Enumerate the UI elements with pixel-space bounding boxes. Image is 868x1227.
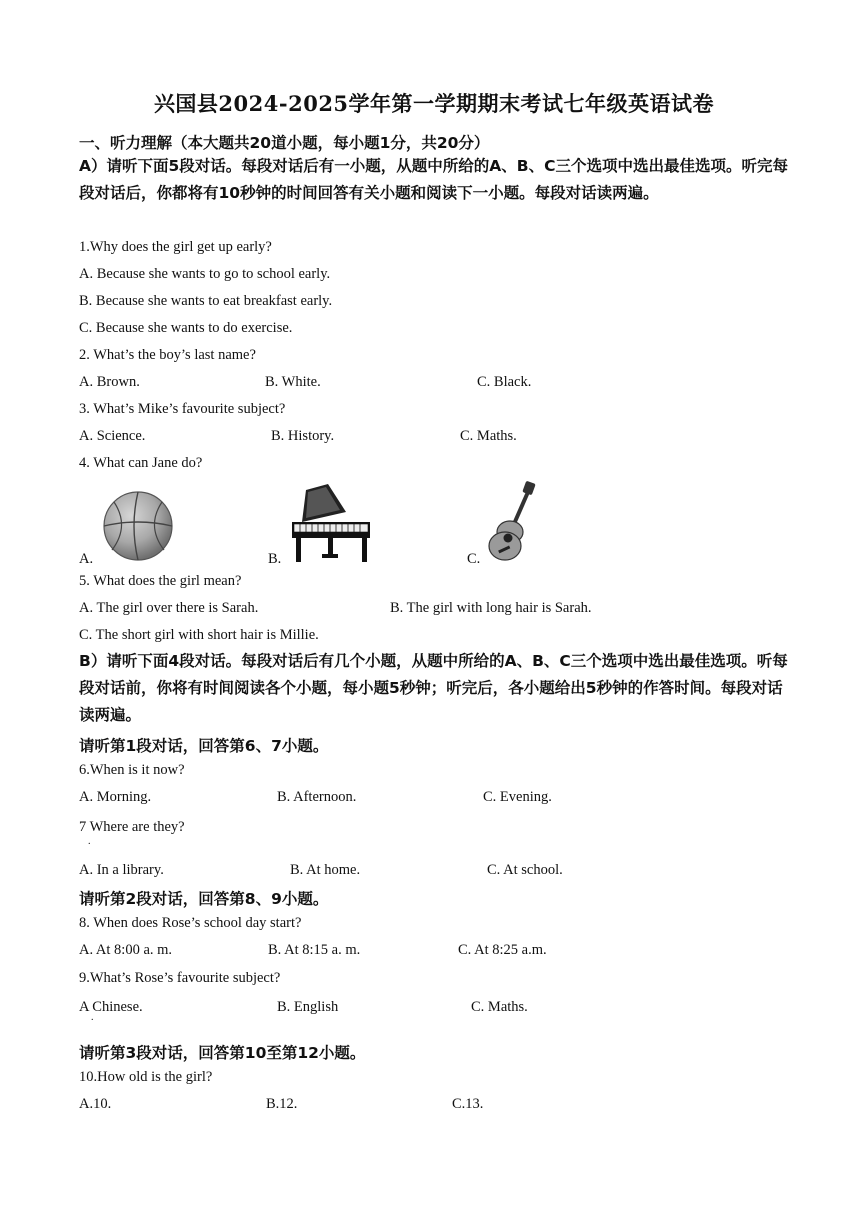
question-8: 8. When does Rose’s school day start? bbox=[79, 915, 302, 931]
q8-option-c: C. At 8:25 a.m. bbox=[458, 942, 547, 958]
q10-option-b: B.12. bbox=[266, 1096, 298, 1112]
stray-dot: . bbox=[91, 1012, 94, 1023]
q5-option-b: B. The girl with long hair is Sarah. bbox=[390, 600, 592, 616]
dialogue-3-heading: 请听第3段对话，回答第10至第12小题。 bbox=[79, 1044, 366, 1062]
q6-option-b: B. Afternoon. bbox=[277, 789, 357, 805]
dialogue-2-heading: 请听第2段对话，回答第8、9小题。 bbox=[79, 890, 329, 908]
piano-icon bbox=[288, 482, 374, 564]
q4-option-a: A. bbox=[79, 551, 94, 567]
guitar-icon bbox=[488, 480, 544, 562]
q3-option-b: B. History. bbox=[271, 428, 335, 444]
q9-option-c: C. Maths. bbox=[471, 999, 528, 1015]
q9-option-a: A Chinese. bbox=[79, 999, 143, 1015]
q2-option-b: B. White. bbox=[265, 374, 321, 390]
q8-option-b: B. At 8:15 a. m. bbox=[268, 942, 361, 958]
q5-option-a: A. The girl over there is Sarah. bbox=[79, 600, 259, 616]
q4-option-b: B. bbox=[268, 551, 282, 567]
q10-option-c: C.13. bbox=[452, 1096, 484, 1112]
q10-option-a: A.10. bbox=[79, 1096, 112, 1112]
q7-option-a: A. In a library. bbox=[79, 862, 164, 878]
stray-dot: . bbox=[88, 836, 91, 847]
q8-option-a: A. At 8:00 a. m. bbox=[79, 942, 173, 958]
q3-option-c: C. Maths. bbox=[460, 428, 517, 444]
q1-option-b: B. Because she wants to eat breakfast early. bbox=[79, 293, 333, 309]
q6-option-c: C. Evening. bbox=[483, 789, 552, 805]
part-a-instructions: A）请听下面5段对话。每段对话后有一小题，从题中所给的A、B、C三个选项中选出最佳选项。听完每段对话后，你都将有10秒钟的时间回答有关小题和阅读下一小题。每段对话读两遍。 bbox=[79, 157, 788, 202]
q1-option-a: A. Because she wants to go to school early. bbox=[79, 266, 331, 282]
exam-title: 兴国县2024-2025学年第一学期期末考试七年级英语试卷 bbox=[153, 91, 715, 116]
dialogue-1-heading: 请听第1段对话，回答第6、7小题。 bbox=[79, 737, 329, 755]
question-10: 10.How old is the girl? bbox=[79, 1069, 213, 1085]
question-2: 2. What’s the boy’s last name? bbox=[79, 347, 256, 363]
q2-option-a: A. Brown. bbox=[79, 374, 140, 390]
question-3: 3. What’s Mike’s favourite subject? bbox=[79, 401, 286, 417]
basketball-icon bbox=[100, 490, 176, 562]
question-5: 5. What does the girl mean? bbox=[79, 573, 242, 589]
part-b-instructions: B）请听下面4段对话。每段对话后有几个小题，从题中所给的A、B、C三个选项中选出最佳选项。听每段对话前，你将有时间阅读各个小题，每小题5秒钟；听完后，各小题给出5秒钟的作答时间。每段对话读两遍。 bbox=[79, 652, 788, 724]
question-6: 6.When is it now? bbox=[79, 762, 185, 778]
question-1: 1.Why does the girl get up early? bbox=[79, 239, 272, 255]
q6-option-a: A. Morning. bbox=[79, 789, 152, 805]
q7-option-c: C. At school. bbox=[487, 862, 563, 878]
q2-option-c: C. Black. bbox=[477, 374, 532, 390]
section-heading: 一、听力理解（本大题共20道小题，每小题1分，共20分） bbox=[79, 134, 490, 152]
question-4: 4. What can Jane do? bbox=[79, 455, 203, 471]
q7-option-b: B. At home. bbox=[290, 862, 361, 878]
q4-option-c: C. bbox=[467, 551, 481, 567]
q5-option-c: C. The short girl with short hair is Millie. bbox=[79, 627, 319, 643]
question-7: 7 Where are they? bbox=[79, 819, 185, 835]
question-9: 9.What’s Rose’s favourite subject? bbox=[79, 970, 281, 986]
q9-option-b: B. English bbox=[277, 999, 339, 1015]
q3-option-a: A. Science. bbox=[79, 428, 146, 444]
q1-option-c: C. Because she wants to do exercise. bbox=[79, 320, 293, 336]
